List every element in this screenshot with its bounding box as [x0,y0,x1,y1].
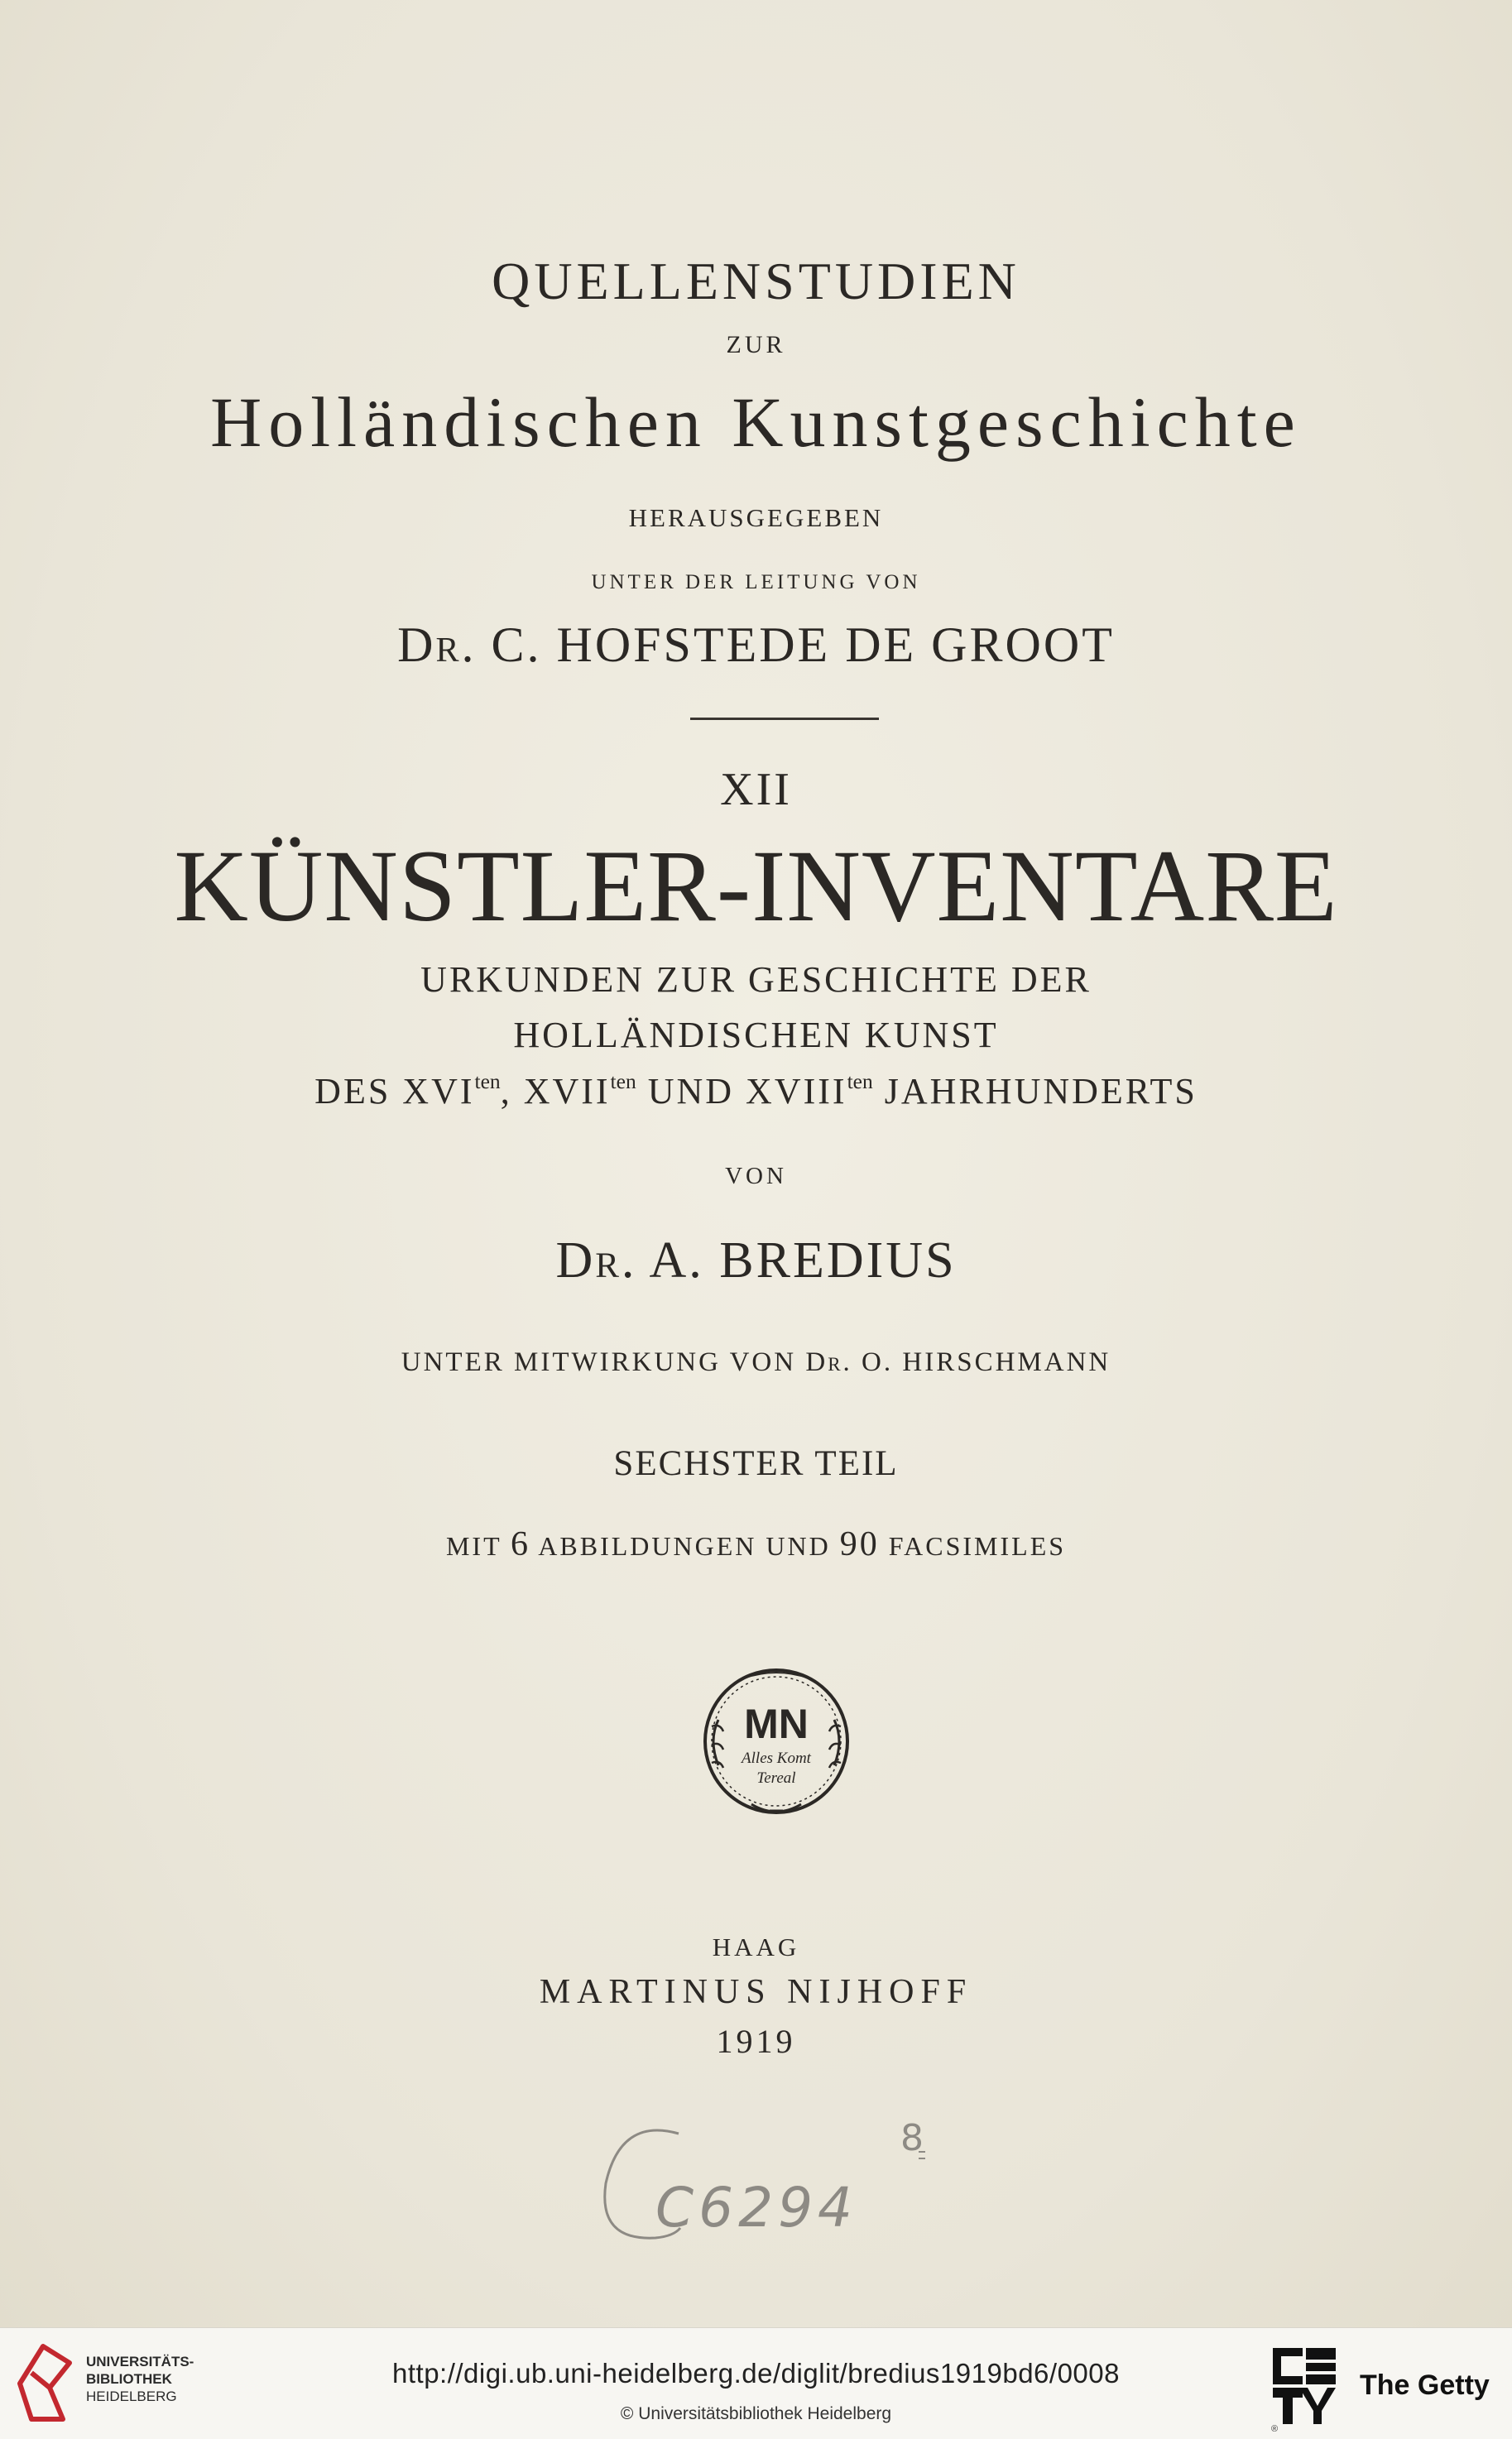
series-zur: ZUR [726,331,786,358]
publisher-seal [694,1662,859,1827]
illus-mit: MIT [445,1531,511,1561]
shelfmark [571,2102,935,2268]
illus-mid: ABBILDUNGEN UND [530,1531,840,1561]
subtitle-und: UND XVIII [636,1071,847,1111]
author-name: A. BREDIUS [649,1232,957,1289]
collaboration-line [0,1347,1512,1378]
author-prefix: Dr. [555,1232,637,1289]
author-line [0,1232,1512,1290]
publisher-logo [694,1662,859,1827]
series-title: QUELLENSTUDIEN [492,252,1020,310]
main-title: KÜNSTLER-INVENTARE [174,829,1338,943]
seal-monogram: MN [744,1701,809,1747]
publisher-name: MARTINUS NIJHOFF [539,1973,973,2011]
subtitle-des: DES XVI [314,1071,475,1111]
shelfmark-drawing [571,2102,935,2268]
subtitle-end: JAHRHUNDERTS [872,1071,1198,1111]
unter-der-leitung: UNTER DER LEITUNG VON [591,571,921,593]
publisher-year: 1919 [716,2023,796,2060]
library-line-1: UNIVERSITÄTS- [86,2354,194,2369]
getty-logo-icon [1271,2346,1337,2426]
illus-end: FACSIMILES [879,1531,1067,1561]
volume-number: XII [720,764,792,815]
seal-motto-2: Tereal [756,1769,796,1787]
publisher-place: HAAG [712,1932,800,1961]
von: VON [725,1163,787,1189]
illus-count-2: 90 [839,1525,880,1563]
illus-count-1: 6 [511,1525,531,1563]
subtitle-xvii: , XVII [500,1071,611,1111]
library-line-2: BIBLIOTHEK [86,2371,172,2387]
subtitle-line-2: HOLLÄNDISCHEN KUNST [513,1015,999,1055]
sup-ten-1: ten [474,1069,501,1093]
divider-rule [690,718,879,720]
copyright-notice: © Universitätsbibliothek Heidelberg [620,2404,892,2423]
sup-ten-2: ten [610,1069,636,1093]
editor-prefix: Dr. [397,617,477,672]
getty-label: The Getty [1360,2369,1490,2401]
editor-line [0,617,1512,674]
herausgegeben: HERAUSGEGEBEN [628,503,884,532]
registered-mark: ® [1271,2424,1279,2434]
collab-name: O. HIRSCHMANN [852,1347,1111,1377]
permalink-url[interactable]: http://digi.ub.uni-heidelberg.de/diglit/bredius1919bd6/0008 [392,2358,1120,2389]
collab-pre: UNTER MITWIRKUNG VON [401,1347,806,1377]
footer-bar [0,2327,1512,2439]
library-line-3: HEIDELBERG [86,2389,177,2404]
seal-motto-1: Alles Komt [742,1750,811,1767]
series-subject: Holländischen Kunstgeschichte [210,382,1302,462]
subtitle-line-1: URKUNDEN ZUR GESCHICHTE DER [420,959,1092,1000]
editor-name: C. HOFSTEDE DE GROOT [491,617,1115,672]
part-number: SECHSTER TEIL [613,1444,899,1483]
subtitle-line-3 [0,1069,1512,1112]
collab-dr: Dr. [805,1347,852,1377]
sup-ten-3: ten [847,1069,873,1093]
shelfmark-number: C6294 [655,2176,858,2240]
shelfmark-superscript: 8 [900,2117,924,2159]
illustrations-line [0,1524,1512,1564]
